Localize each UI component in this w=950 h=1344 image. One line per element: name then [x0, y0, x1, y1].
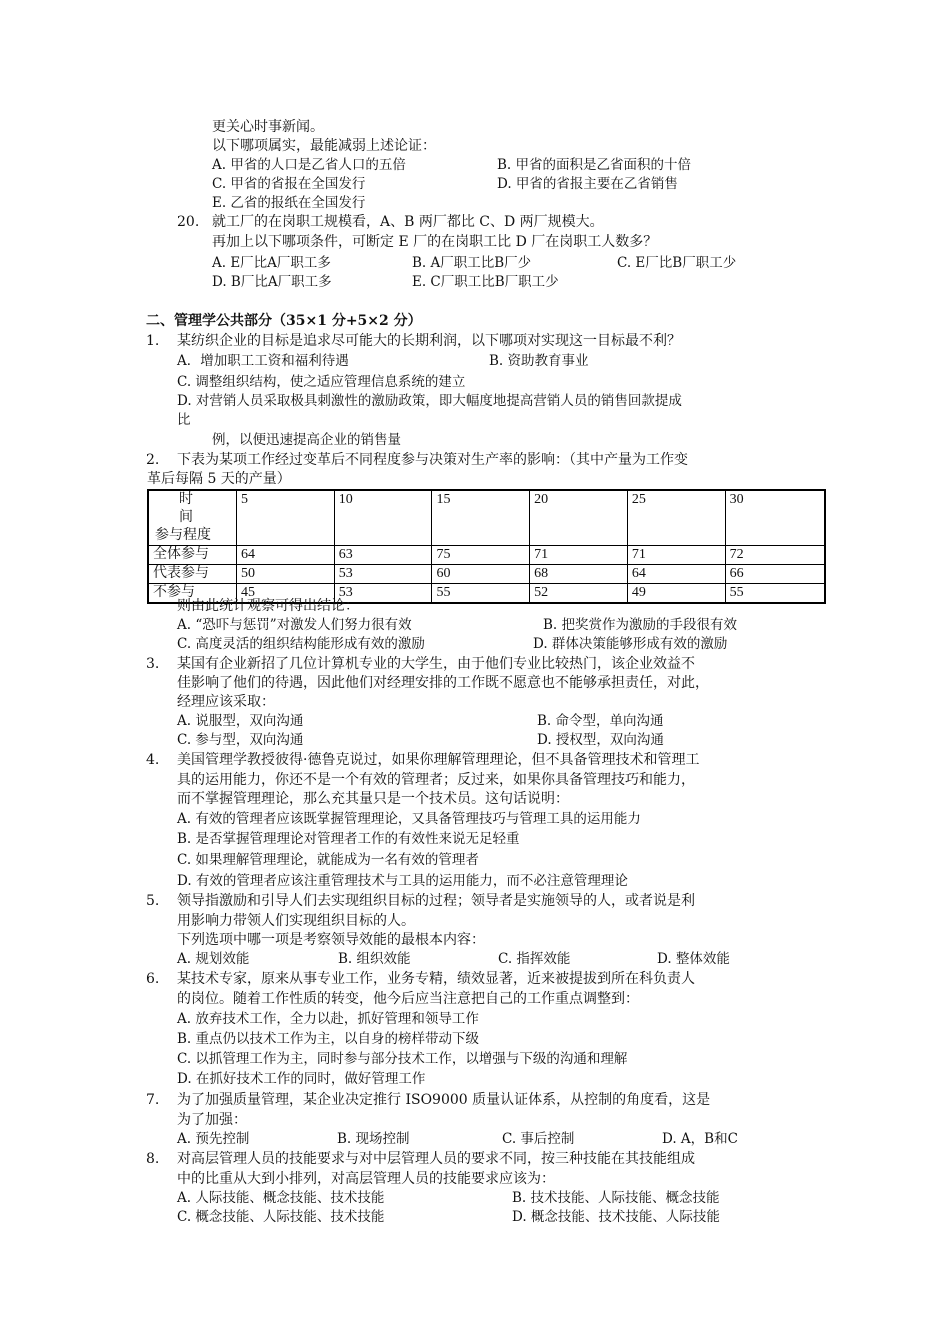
q5-line3: 下列选项中哪一项是考察领导效能的最根本内容：: [177, 932, 485, 948]
q6-line1: 某技术专家，原来从事专业工作，业务专精，绩效显著，近来被提拔到所在科负责人: [177, 971, 695, 987]
q1-option-d: D. 对营销人员采取极具刺激性的激励政策，即大幅度地提高营销人员的销售回款提成: [177, 393, 682, 409]
q7-line2: 为了加强：: [177, 1112, 247, 1128]
q3-line3: 经理应该采取：: [177, 694, 275, 710]
q2-number: 2.: [146, 452, 160, 468]
section-heading: 二、管理学公共部分（35×1 分+5×2 分）: [146, 313, 422, 329]
table-header-row: [148, 490, 825, 546]
q1-option-c: C. 调整组织结构，使之适应管理信息系统的建立: [177, 374, 466, 390]
q5-option-c: C. 指挥效能: [498, 951, 571, 967]
q4-option-b: B. 是否掌握管理理论对管理者工作的有效性来说无足轻重: [177, 831, 520, 847]
q2-line2: 革后每隔 5 天的产量）: [147, 471, 291, 487]
q8-number: 8.: [146, 1151, 160, 1167]
q8-line2: 中的比重从大到小排列，对高层管理人员的技能要求应该为：: [177, 1171, 555, 1187]
q2-after-table: 则由此统计观察可得出结论：: [177, 598, 359, 614]
q7-line1: 为了加强质量管理，某企业决定推行 ISO9000 质量认证体系，从控制的角度看，这是: [177, 1092, 711, 1108]
table-cell: 52: [530, 584, 628, 604]
q4-line2: 具的运用能力，你还不是一个有效的管理者；反过来，如果你具备管理技巧和能力，: [177, 772, 695, 788]
q5-line1: 领导指激励和引导人们去实现组织目标的过程；领导者是实施领导的人，或者说是利: [177, 893, 695, 909]
table-row: [148, 546, 825, 565]
q4-option-d: D. 有效的管理者应该注重管理技术与工具的运用能力，而不必注意管理理论: [177, 873, 628, 889]
table-corner-cell: [148, 490, 237, 546]
q5-option-a: A. 规划效能: [177, 951, 250, 967]
q6-option-b: B. 重点仍以技术工作为主，以自身的榜样带动下级: [177, 1031, 480, 1047]
q19-option-a: A. 甲省的人口是乙省人口的五倍: [212, 157, 406, 173]
table-cell: 60: [432, 565, 530, 584]
q3-line1: 某国有企业新招了几位计算机专业的大学生，由于他们专业比较热门，该企业效益不: [177, 656, 695, 672]
q20-option-b: B. A厂职工比B厂少: [412, 255, 532, 271]
q2-option-a: A. “恐吓与惩罚”对激发人们努力很有效: [177, 617, 412, 633]
column-header: 15: [432, 490, 530, 546]
q6-option-d: D. 在抓好技术工作的同时，做好管理工作: [177, 1071, 426, 1087]
q1-number: 1.: [146, 333, 160, 349]
row-label: 不参与: [148, 584, 237, 604]
q1-option-a: A．增加职工工资和福利待遇: [177, 353, 349, 369]
q3-option-b: B. 命令型，单向沟通: [537, 713, 664, 729]
table-cell: 64: [627, 565, 725, 584]
table-cell: 64: [237, 546, 335, 565]
table-cell: 68: [530, 565, 628, 584]
column-header: 10: [334, 490, 432, 546]
q7-option-b: B. 现场控制: [337, 1131, 410, 1147]
q3-option-a: A. 说服型，双向沟通: [177, 713, 304, 729]
table-cell: 72: [725, 546, 825, 565]
q19-option-b: B. 甲省的面积是乙省面积的十倍: [497, 157, 692, 173]
table-cell: 53: [334, 584, 432, 604]
q2-option-b: B. 把奖赏作为激励的手段很有效: [543, 617, 738, 633]
q20-option-e: E. C厂职工比B厂职工少: [412, 274, 559, 290]
q1-option-d-cont: 例，以便迅速提高企业的销售量: [212, 432, 401, 448]
table-cell: 55: [725, 584, 825, 604]
table-cell: 55: [432, 584, 530, 604]
q4-line3: 而不掌握管理理论，那么充其量只是一个技术员。这句话说明：: [177, 791, 569, 807]
q4-number: 4.: [146, 752, 160, 768]
q8-option-a: A. 人际技能、概念技能、技术技能: [177, 1190, 385, 1206]
q2-option-c: C. 高度灵活的组织结构能形成有效的激励: [177, 636, 425, 652]
q20-option-c: C. E厂比B厂职工少: [617, 255, 737, 271]
table-cell: 71: [627, 546, 725, 565]
q6-line2: 的岗位。随着工作性质的转变，他今后应当注意把自己的工作重点调整到：: [177, 991, 639, 1007]
q5-line2: 用影响力带领人们实现组织目标的人。: [177, 913, 415, 929]
q1-option-b: B. 资助教育事业: [489, 353, 589, 369]
column-header: 20: [530, 490, 628, 546]
q7-option-a: A. 预先控制: [177, 1131, 250, 1147]
q20-line1: 就工厂的在岗职工规模看，A、B 两厂都比 C、D 两厂规模大。: [212, 214, 604, 230]
q20-line2: 再加上以下哪项条件，可断定 E 厂的在岗职工比 D 厂在岗职工人数多？: [212, 234, 658, 250]
q19-prompt: 以下哪项属实，最能减弱上述论证：: [212, 138, 436, 154]
row-label: 代表参与: [148, 565, 237, 584]
q7-option-d: D. A，B和C: [662, 1131, 738, 1147]
q5-number: 5.: [146, 893, 160, 909]
participation-table: [147, 489, 826, 604]
q19-option-e: E. 乙省的报纸在全国发行: [212, 195, 366, 211]
q3-line2: 佳影响了他们的待遇，因此他们对经理安排的工作既不愿意也不能够承担责任，对此，: [177, 675, 709, 691]
q7-number: 7.: [146, 1092, 160, 1108]
q4-line1: 美国管理学教授彼得·德鲁克说过，如果你理解管理理论，但不具备管理技术和管理工: [177, 752, 700, 768]
table-cell: 50: [237, 565, 335, 584]
q3-option-d: D. 授权型，双向沟通: [537, 732, 664, 748]
table-cell: 53: [334, 565, 432, 584]
q8-option-d: D. 概念技能、技术技能、人际技能: [512, 1209, 720, 1225]
q1-line1: 某纺织企业的目标是追求尽可能大的长期利润，以下哪项对实现这一目标最不利？: [177, 333, 681, 349]
column-header: 30: [725, 490, 825, 546]
q5-option-b: B. 组织效能: [338, 951, 411, 967]
table-cell: 45: [237, 584, 335, 604]
q6-number: 6.: [146, 971, 160, 987]
table-cell: 66: [725, 565, 825, 584]
q4-option-c: C. 如果理解管理理论，就能成为一名有效的管理者: [177, 852, 479, 868]
q7-option-c: C. 事后控制: [502, 1131, 575, 1147]
q3-number: 3.: [146, 656, 160, 672]
q2-option-d: D. 群体决策能够形成有效的激励: [533, 636, 728, 652]
corner-participation-label: 参与程度: [155, 528, 211, 543]
q1-option-d-wrap: 比: [177, 412, 191, 428]
q20-number: 20.: [177, 214, 200, 230]
q20-option-d: D. B厂比A厂职工多: [212, 274, 332, 290]
q5-option-d: D. 整体效能: [657, 951, 730, 967]
q8-option-b: B. 技术技能、人际技能、概念技能: [512, 1190, 720, 1206]
table-cell: 71: [530, 546, 628, 565]
q19-option-d: D. 甲省的省报主要在乙省销售: [497, 176, 678, 192]
q20-option-a: A. E厂比A厂职工多: [212, 255, 331, 271]
q2-line1: 下表为某项工作经过变革后不同程度参与决策对生产率的影响：（其中产量为工作变: [177, 452, 688, 468]
q6-option-c: C. 以抓管理工作为主，同时参与部分技术工作，以增强与下级的沟通和理解: [177, 1051, 628, 1067]
q4-option-a: A. 有效的管理者应该既掌握管理理论，又具备管理技巧与管理工具的运用能力: [177, 811, 641, 827]
q3-option-c: C. 参与型，双向沟通: [177, 732, 304, 748]
q19-continuation: 更关心时事新闻。: [212, 119, 324, 135]
row-label: 全体参与: [148, 546, 237, 565]
column-header: 25: [627, 490, 725, 546]
table-cell: 49: [627, 584, 725, 604]
q19-option-c: C. 甲省的省报在全国发行: [212, 176, 366, 192]
table-cell: 75: [432, 546, 530, 565]
q8-option-c: C. 概念技能、人际技能、技术技能: [177, 1209, 385, 1225]
q8-line1: 对高层管理人员的技能要求与对中层管理人员的要求不同，按三种技能在其技能组成: [177, 1151, 695, 1167]
corner-time-label: 时间: [179, 492, 213, 525]
q6-option-a: A. 放弃技术工作，全力以赴，抓好管理和领导工作: [177, 1011, 479, 1027]
table-cell: 63: [334, 546, 432, 565]
column-header: 5: [237, 490, 335, 546]
table-row: [148, 565, 825, 584]
